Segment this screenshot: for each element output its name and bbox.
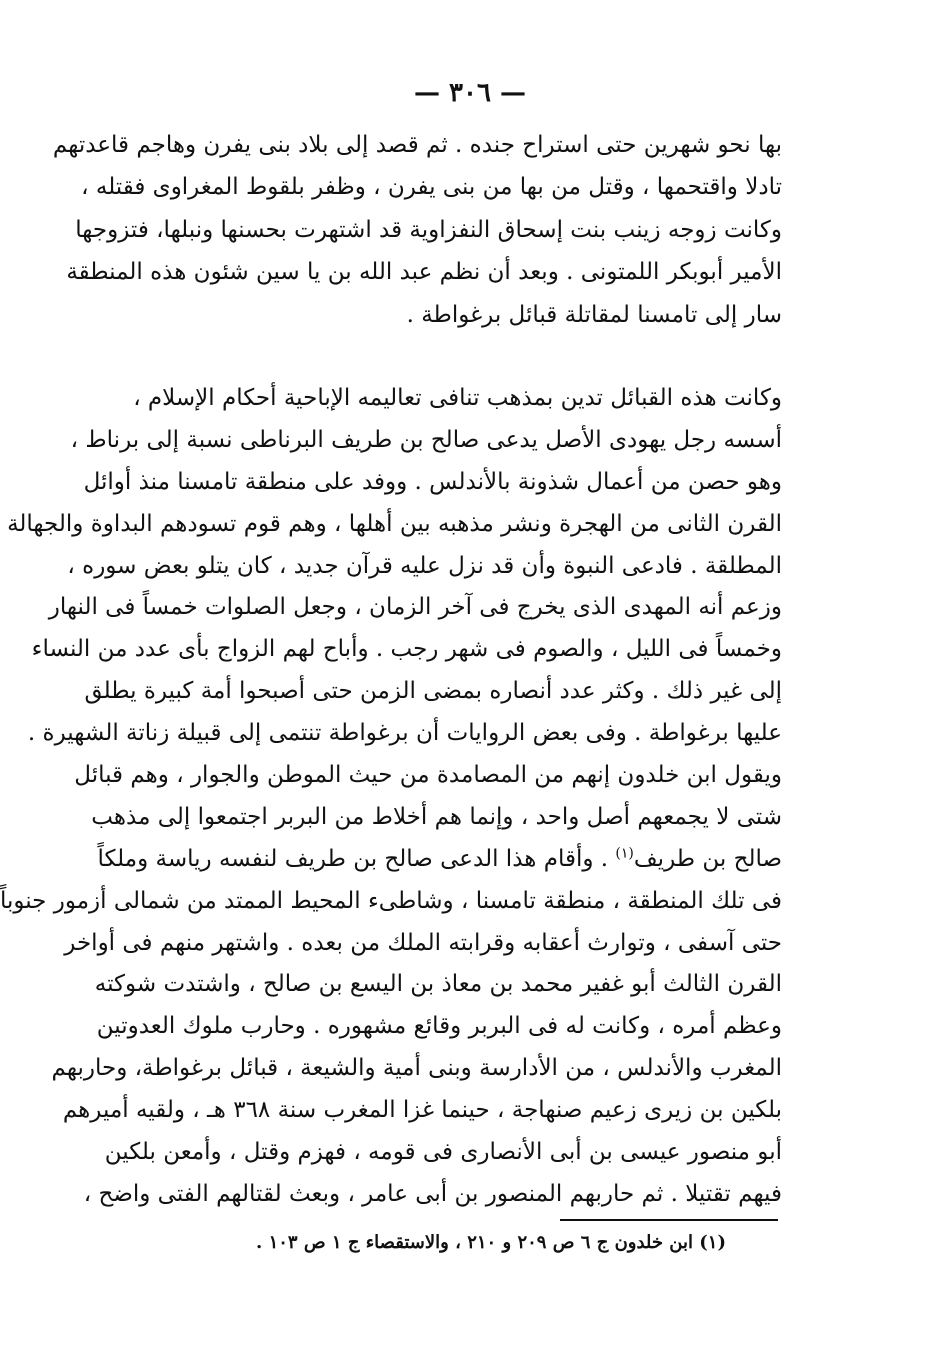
- text-line-with-footnote: [97, 839, 782, 881]
- text-line: إلى غير ذلك . وكثر عدد أنصاره بمضى الزمن حتى أصبحوا أمة كبيرة يطلق: [84, 678, 782, 705]
- text-line: عليها برغواطة . وفى بعض الروايات أن برغواطة تنتمى إلى قبيلة زناتة الشهيرة .: [27, 720, 782, 747]
- text-line: وعظم أمره ، وكانت له فى البربر وقائع مشهوره . وحارب ملوك العدوتين: [96, 1013, 782, 1040]
- text-line: القرن الثانى من الهجرة ونشر مذهبه بين أهلها ، وهم قوم تسودهم البداوة والجهالة: [7, 510, 782, 537]
- footnote-marker: (١): [615, 845, 634, 862]
- text-segment: . وأقام هذا الدعى صالح بن طريف لنفسه رياسة وملكاً: [97, 845, 616, 872]
- text-line: وكانت زوجه زينب بنت إسحاق النفزاوية قد اشتهرت بحسنها ونبلها، فتزوجها: [75, 216, 782, 243]
- text-line: سار إلى تامسنا لمقاتلة قبائل برغواطة .: [406, 301, 782, 328]
- text-line: فى تلك المنطقة ، منطقة تامسنا ، وشاطىء المحيط الممتد من شمالى أزمور جنوباً: [0, 887, 782, 914]
- footnote: (١) ابن خلدون ج ٦ ص ٢٠٩ و ٢١٠ ، والاستقصاء ج ١ ص ١٠٣ .: [256, 1232, 726, 1253]
- text-line: حتى آسفى ، وتوارث أعقابه وقرابته الملك من بعده . واشتهر منهم فى أواخر: [64, 929, 782, 956]
- text-line: أسسه رجل يهودى الأصل يدعى صالح بن طريف البرناطى نسبة إلى برناط ،: [70, 426, 782, 453]
- text-segment: صالح بن طريف: [633, 845, 782, 872]
- text-line: وهو حصن من أعمال شذونة بالأندلس . ووفد على منطقة تامسنا منذ أوائل: [83, 468, 782, 495]
- text-line: أبو منصور عيسى بن أبى الأنصارى فى قومه ، فهزم وقتل ، وأمعن بلكين: [104, 1139, 782, 1166]
- text-line: بها نحو شهرين حتى استراح جنده . ثم قصد إلى بلاد بنى يفرن وهاجم قاعدتهم: [52, 132, 782, 158]
- footnote-separator: [560, 1219, 778, 1221]
- page-number: — ٣٠٦ —: [413, 78, 527, 108]
- text-line: تادلا واقتحمها ، وقتل من بها من بنى يفرن ، وظفر بلقوط المغراوى فقتله ،: [81, 174, 782, 201]
- text-line: شتى لا يجمعهم أصل واحد ، وإنما هم أخلاط من البربر اجتمعوا إلى مذهب: [91, 803, 782, 830]
- text-line: القرن الثالث أبو غفير محمد بن معاذ بن اليسع بن صالح ، واشتدت شوكته: [94, 971, 782, 998]
- text-line: المغرب والأندلس ، من الأدارسة وبنى أمية والشيعة ، قبائل برغواطة، وحاربهم: [51, 1055, 782, 1082]
- text-line: الأمير أبوبكر اللمتونى . وبعد أن نظم عبد الله بن يا سين شئون هذه المنطقة: [66, 259, 782, 286]
- paragraph-1: [52, 124, 782, 336]
- text-line: فيهم تقتيلا . ثم حاربهم المنصور بن أبى عامر ، وبعث لقتالهم الفتى واضح ،: [83, 1180, 782, 1207]
- text-line: وخمساً فى الليل ، والصوم فى شهر رجب . وأباح لهم الزواج بأى عدد من النساء: [31, 636, 782, 663]
- paragraph-2: [0, 378, 782, 1216]
- text-line: وزعم أنه المهدى الذى يخرج فى آخر الزمان ، وجعل الصلوات خمساً فى النهار: [48, 594, 782, 621]
- text-line: ويقول ابن خلدون إنهم من المصامدة من حيث الموطن والجوار ، وهم قبائل: [74, 762, 782, 789]
- text-line: المطلقة . فادعى النبوة وأن قد نزل عليه قرآن جديد ، كان يتلو بعض سوره ،: [67, 552, 782, 579]
- text-line: وكانت هذه القبائل تدين بمذهب تنافى تعاليمه الإباحية أحكام الإسلام ،: [133, 385, 782, 411]
- text-line: بلكين بن زيرى زعيم صنهاجة ، حينما غزا المغرب سنة ٣٦٨ هـ ، ولقيه أميرهم: [62, 1097, 782, 1124]
